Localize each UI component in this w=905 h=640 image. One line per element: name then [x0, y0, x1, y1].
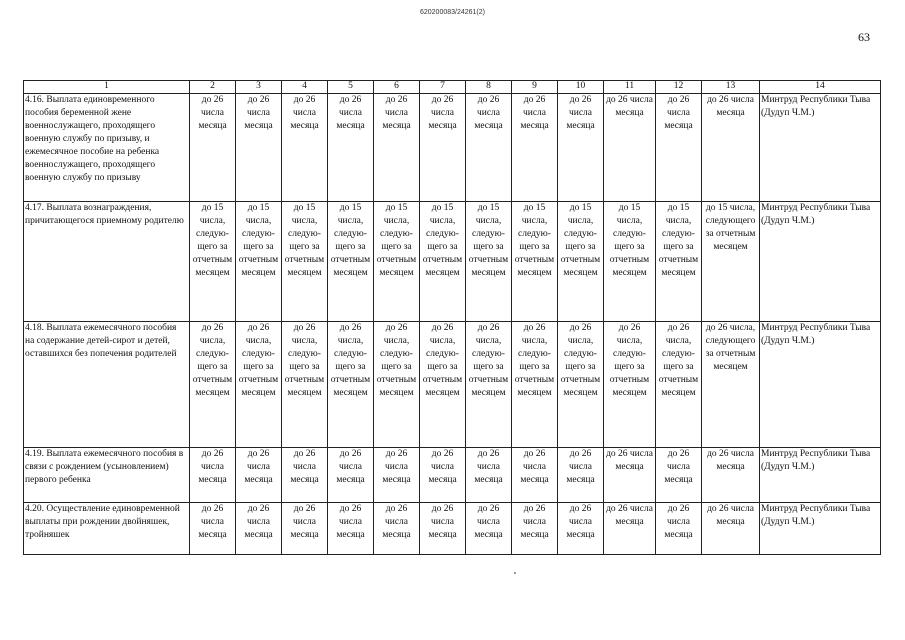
item-cell: 4.17. Выплата вознаграждения, причитающегося приемному родителю [24, 202, 190, 322]
column-header: 11 [604, 81, 656, 94]
deadline-cell: до 26 числа месяца [702, 94, 760, 202]
column-header: 4 [282, 81, 328, 94]
deadline-cell: до 26 числа месяца [190, 503, 236, 555]
deadline-cell: до 26 числа, следующего за отчетным месяцем [466, 322, 512, 448]
deadline-cell: до 26 числа месяца [604, 503, 656, 555]
table-row [24, 448, 881, 503]
item-cell: 4.20. Осуществление единовременной выплаты при рождении двойняшек, тройняшек [24, 503, 190, 555]
deadline-cell: до 15 числа, следующего за отчетным месяцем [512, 202, 558, 322]
column-header: 14 [760, 81, 881, 94]
deadline-cell: до 26 числа месяца [420, 448, 466, 503]
item-cell: 4.19. Выплата ежемесячного пособия в связи с рождением (усыновлением) первого ребенка [24, 448, 190, 503]
deadline-cell: до 26 числа месяца [236, 503, 282, 555]
deadline-cell: до 26 числа месяца [282, 503, 328, 555]
deadline-cell: до 15 числа, следующего за отчетным месяцем [190, 202, 236, 322]
responsible-cell: Минтруд Республики Тыва (Дудуп Ч.М.) [760, 322, 881, 448]
deadline-cell: до 26 числа, следующего за отчетным месяцем [702, 322, 760, 448]
deadline-cell: до 26 числа месяца [604, 94, 656, 202]
deadline-cell: до 26 числа месяца [558, 448, 604, 503]
deadline-cell: до 26 числа, следующего за отчетным месяцем [328, 322, 374, 448]
column-header: 9 [512, 81, 558, 94]
schedule-table [23, 80, 881, 555]
deadline-cell: до 15 числа, следующего за отчетным месяцем [282, 202, 328, 322]
deadline-cell: до 26 числа, следующего за отчетным месяцем [236, 322, 282, 448]
deadline-cell: до 26 числа, следующего за отчетным месяцем [420, 322, 466, 448]
column-header: 6 [374, 81, 420, 94]
deadline-cell: до 26 числа, следующего за отчетным месяцем [190, 322, 236, 448]
deadline-cell: до 15 числа, следующего за отчетным месяцем [558, 202, 604, 322]
deadline-cell: до 26 числа, следующего за отчетным месяцем [558, 322, 604, 448]
column-header: 10 [558, 81, 604, 94]
deadline-cell: до 26 числа, следующего за отчетным месяцем [656, 322, 702, 448]
deadline-cell: до 26 числа месяца [420, 94, 466, 202]
deadline-cell: до 15 числа, следующего за отчетным месяцем [466, 202, 512, 322]
deadline-cell: до 26 числа месяца [466, 503, 512, 555]
deadline-cell: до 26 числа месяца [466, 94, 512, 202]
deadline-cell: до 26 числа месяца [282, 448, 328, 503]
column-header: 8 [466, 81, 512, 94]
deadline-cell: до 26 числа месяца [466, 448, 512, 503]
deadline-cell: до 26 числа месяца [374, 94, 420, 202]
item-cell: 4.16. Выплата единовременного пособия беременной жене военнослужащего, проходящего военную службу по призыву, и ежемесячное пособие на ребенка военнослужащего, проходящего военную службу по призыву [24, 94, 190, 202]
deadline-cell: до 26 числа месяца [328, 503, 374, 555]
deadline-cell: до 26 числа месяца [512, 94, 558, 202]
deadline-cell: до 26 числа месяца [374, 503, 420, 555]
deadline-cell: до 15 числа, следующего за отчетным месяцем [374, 202, 420, 322]
deadline-cell: до 15 числа, следующего за отчетным месяцем [236, 202, 282, 322]
scan-speck [514, 572, 516, 574]
deadline-cell: до 26 числа месяца [702, 448, 760, 503]
deadline-cell: до 26 числа месяца [656, 503, 702, 555]
deadline-cell: до 15 числа, следующего за отчетным месяцем [656, 202, 702, 322]
responsible-cell: Минтруд Республики Тыва (Дудуп Ч.М.) [760, 202, 881, 322]
deadline-cell: до 26 числа месяца [656, 94, 702, 202]
deadline-cell: до 15 числа, следующего за отчетным месяцем [328, 202, 374, 322]
column-header: 7 [420, 81, 466, 94]
table-row [24, 202, 881, 322]
deadline-cell: до 26 числа месяца [328, 448, 374, 503]
deadline-cell: до 26 числа месяца [604, 448, 656, 503]
column-header: 3 [236, 81, 282, 94]
deadline-cell: до 26 числа месяца [558, 503, 604, 555]
deadline-cell: до 26 числа месяца [512, 503, 558, 555]
deadline-cell: до 26 числа месяца [374, 448, 420, 503]
responsible-cell: Минтруд Республики Тыва (Дудуп Ч.М.) [760, 94, 881, 202]
deadline-cell: до 26 числа месяца [558, 94, 604, 202]
responsible-cell: Минтруд Республики Тыва (Дудуп Ч.М.) [760, 503, 881, 555]
item-cell: 4.18. Выплата ежемесячного пособия на содержание детей-сирот и детей, оставшихся без попечения родителей [24, 322, 190, 448]
deadline-cell: до 15 числа, следующего за отчетным месяцем [604, 202, 656, 322]
deadline-cell: до 26 числа месяца [656, 448, 702, 503]
deadline-cell: до 26 числа месяца [236, 448, 282, 503]
column-header: 13 [702, 81, 760, 94]
deadline-cell: до 26 числа месяца [420, 503, 466, 555]
deadline-cell: до 15 числа, следующего за отчетным месяцем [420, 202, 466, 322]
deadline-cell: до 26 числа месяца [328, 94, 374, 202]
deadline-cell: до 26 числа месяца [236, 94, 282, 202]
deadline-cell: до 26 числа месяца [512, 448, 558, 503]
deadline-cell: до 26 числа, следующего за отчетным месяцем [604, 322, 656, 448]
table-row [24, 94, 881, 202]
deadline-cell: до 26 числа месяца [190, 448, 236, 503]
document-id: 620200083/24261(2) [419, 9, 485, 16]
responsible-cell: Минтруд Республики Тыва (Дудуп Ч.М.) [760, 448, 881, 503]
deadline-cell: до 26 числа месяца [190, 94, 236, 202]
header-row [24, 81, 881, 94]
deadline-cell: до 26 числа месяца [282, 94, 328, 202]
column-header: 1 [24, 81, 190, 94]
column-header: 12 [656, 81, 702, 94]
table-row [24, 322, 881, 448]
deadline-cell: до 26 числа, следующего за отчетным месяцем [512, 322, 558, 448]
column-header: 2 [190, 81, 236, 94]
column-header: 5 [328, 81, 374, 94]
page-number: 63 [858, 30, 870, 44]
deadline-cell: до 15 числа, следующего за отчетным месяцем [702, 202, 760, 322]
deadline-cell: до 26 числа, следующего за отчетным месяцем [374, 322, 420, 448]
deadline-cell: до 26 числа месяца [702, 503, 760, 555]
deadline-cell: до 26 числа, следующего за отчетным месяцем [282, 322, 328, 448]
table-row [24, 503, 881, 555]
